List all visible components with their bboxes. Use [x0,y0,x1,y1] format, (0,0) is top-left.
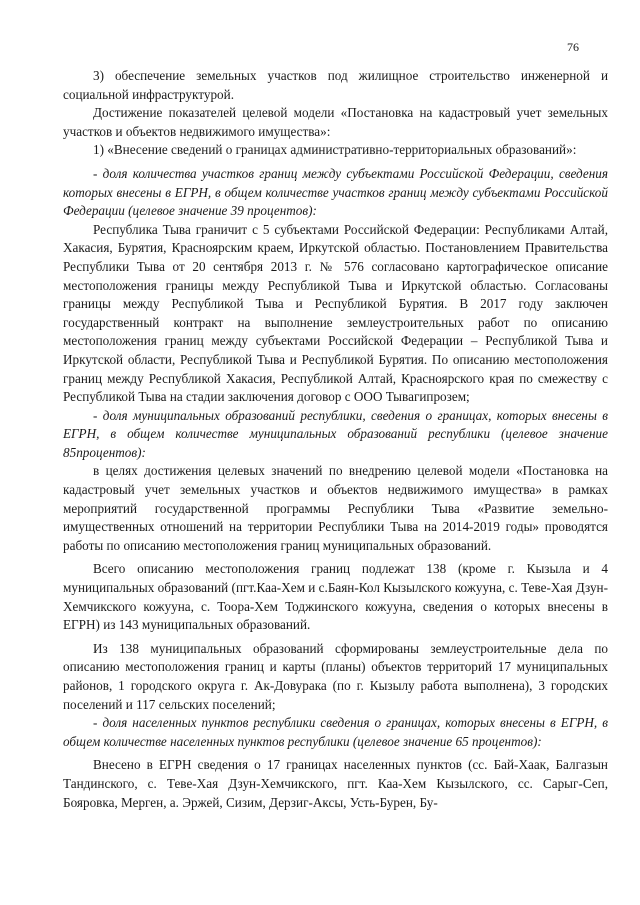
paragraph-section-1-heading: 1) «Внесение сведений о границах административно-территориальных образований»: [93,142,577,158]
document-body [63,67,608,812]
paragraph-target-model-intro: Достижение показателей целевой модели «Постановка на кадастровый учет земельных участков и объектов недвижимого имущества»: [63,105,608,139]
paragraph-infrastructure: 3) обеспечение земельных участков под жилищное строительство инженерной и социальной инфраструктурой. [63,68,608,102]
paragraph-indicator-municipal: - доля муниципальных образований республики, сведения о границах, которых внесены в ЕГРН, в общем количестве муниципальных образований республики (целевое значение 85процентов): [63,407,608,460]
paragraph-indicator-settlements: - доля населенных пунктов республики сведения о границах, которых внесены в ЕГРН, в общем количестве населенных пунктов республики (целевое значение 65 процентов): [63,715,608,749]
paragraph-indicator-subject-borders: - доля количества участков границ между субъектами Российской Федерации, сведения которых внесены в ЕГРН, в общем количестве участков границ между субъектами Российской Федерации (целевое значение 39 процентов): [63,165,608,219]
paragraph-total-borders: Всего описанию местоположения границ подлежат 138 (кроме г. Кызыла и 4 муниципальных образований (пгт.Каа-Хем и с.Баян-Кол Кызылского кожууна, с. Теве-Хая Дзун-Хемчикского кожууна, с. Тоора-Хем Тоджинского кожууна, сведения о которых внесены в ЕГРН) из 143 муниципальных образований. [63,561,608,633]
paragraph-tuva-borders: Республика Тыва граничит с 5 субъектами Российской Федерации: Республиками Алтай, Хакасия, Бурятия, Красноярским краем, Иркутской областью. Постановлением Правительства Республики Тыва от 20 сентября 2013 г. № 576 согласовано картографическое описание местоположения границы между Республикой Тыва и Иркутской областью. Согласованы границы между Республикой Тыва и Республикой Бурятия. В 2017 году заключен государственный контракт на выполнение землеустроительных работ по описанию местоположения границ между субъектами Российской Федерации – Республикой Тыва и Иркутской области, Республикой Тыва и Республикой Бурятия. По описанию местоположения границ между Республикой Хакасия, Республикой Алтай, Красноярского края по смежеству с Республикой Тыва на стадии заключения договор с ООО Тывагипрозем; [63,221,608,405]
paragraph-settlements-registered: Внесено в ЕГРН сведения о 17 границах населенных пунктов (сс. Бай-Хаак, Балгазын Тандинского, с. Теве-Хая Дзун-Хемчикского, пгт. Каа-Хем Кызылского, сс. Сарыг-Сеп, Бояровка, Мерген, а. Эржей, Сизим, Дерзиг-Аксы, Усть-Бурен, Бу- [63,757,608,810]
page-number: 76 [567,40,579,54]
paragraph-state-program: в целях достижения целевых значений по внедрению целевой модели «Постановка на кадастровый учет земельных участков и объектов недвижимого имущества» в рамках мероприятий государственной программы Республики Тыва «Развитие земельно-имущественных отношений на территории Республики Тыва на 2014-2019 годы» проводятся работы по описанию местоположения границ муниципальных образований. [63,463,608,553]
paragraph-land-cases: Из 138 муниципальных образований сформированы землеустроительные дела по описанию местоположения границ и карты (планы) объектов территорий 17 муниципальных районов, 1 городского округа г. Ак-Довурака (по г. Кызылу работа выполнена), 3 городских поселений и 117 сельских поселений; [63,640,608,712]
